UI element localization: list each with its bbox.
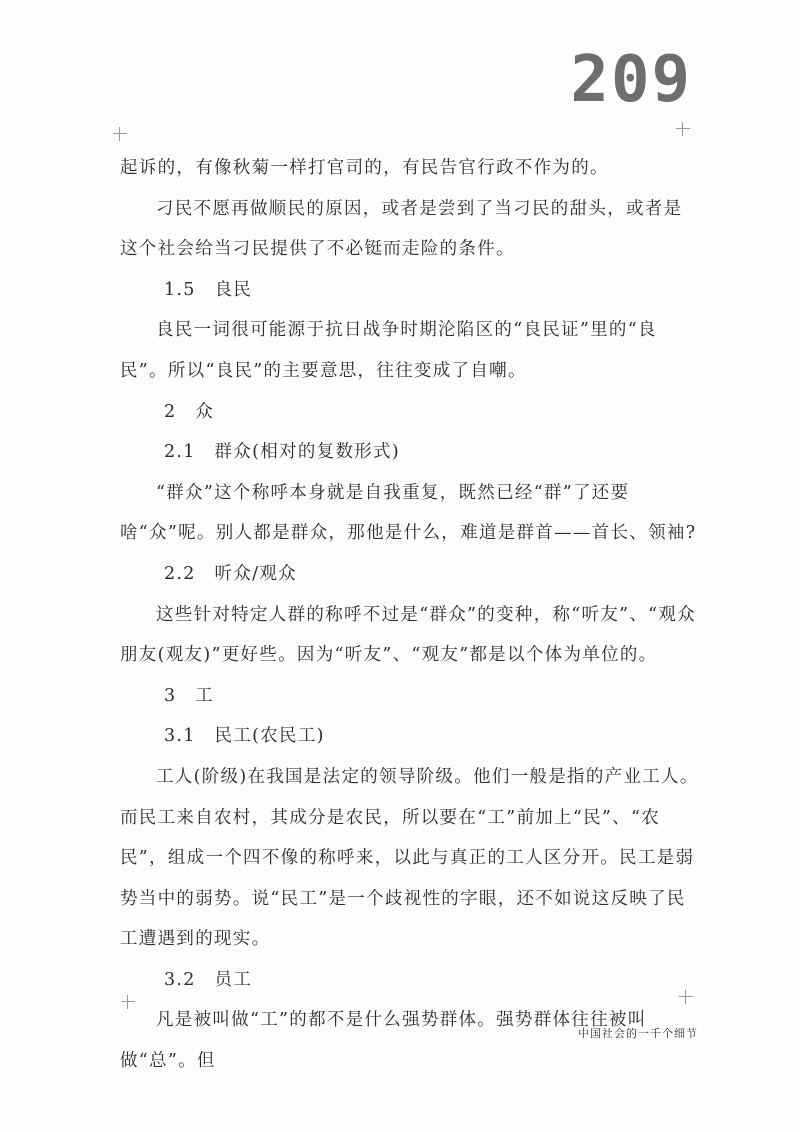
paragraph: 良民一词很可能源于抗日战争时期沦陷区的“良民证”里的“良民”。所以“良民”的主要意思，往往变成了自嘲。 (120, 320, 657, 381)
section-heading-3-1: 3.1 民工(农民工) (164, 726, 325, 747)
section-heading-2-1: 2.1 群众(相对的复数形式) (164, 442, 400, 463)
section-heading-3-2: 3.2 员工 (164, 969, 253, 990)
running-footer-title: 中国社会的一千个细节 (578, 1027, 698, 1040)
section-heading-1-5: 1.5 良民 (164, 279, 253, 300)
section-heading-3: 3 工 (164, 685, 215, 706)
page-number: 209 (570, 43, 692, 117)
paragraph: 起诉的，有像秋菊一样打官司的，有民告官行政不作为的。 (120, 158, 609, 178)
paragraph: 刁民不愿再做顺民的原因，或者是尝到了当刁民的甜头，或者是这个社会给当刁民提供了不必铤而走险的条件。 (120, 198, 683, 260)
paragraph: 这些针对特定人群的称呼不过是“群众”的变种，称“听友”、“观众朋友(观友)”更好些。因为“听友”、“观友”都是以个体为单位的。 (120, 604, 697, 666)
paragraph: 凡是被叫做“工”的都不是什么强势群体。强势群体往往被叫做“总”。但 (120, 1010, 647, 1072)
section-heading-2: 2 众 (164, 401, 215, 422)
paragraph: 工人(阶级)在我国是法定的领导阶级。他们一般是指的产业工人。而民工来自农村，其成分是农民，所以要在“工”前加上“民”、“农民”，组成一个四不像的称呼来，以此与真正的工人区分开。民工是弱势当中的弱势。说“民工”是一个歧视性的字眼，还不如说这反映了民工遭遇到的现实。 (120, 766, 699, 950)
crop-mark-top-right (676, 122, 690, 136)
body-text (120, 148, 700, 1082)
paragraph: “群众”这个称呼本身就是自我重复，既然已经“群”了还要啥“众”呢。别人都是群众，那他是什么，难道是群首——首长、领袖? (120, 482, 697, 544)
section-heading-2-2: 2.2 听众/观众 (164, 563, 297, 584)
crop-mark-top-left (113, 127, 127, 141)
